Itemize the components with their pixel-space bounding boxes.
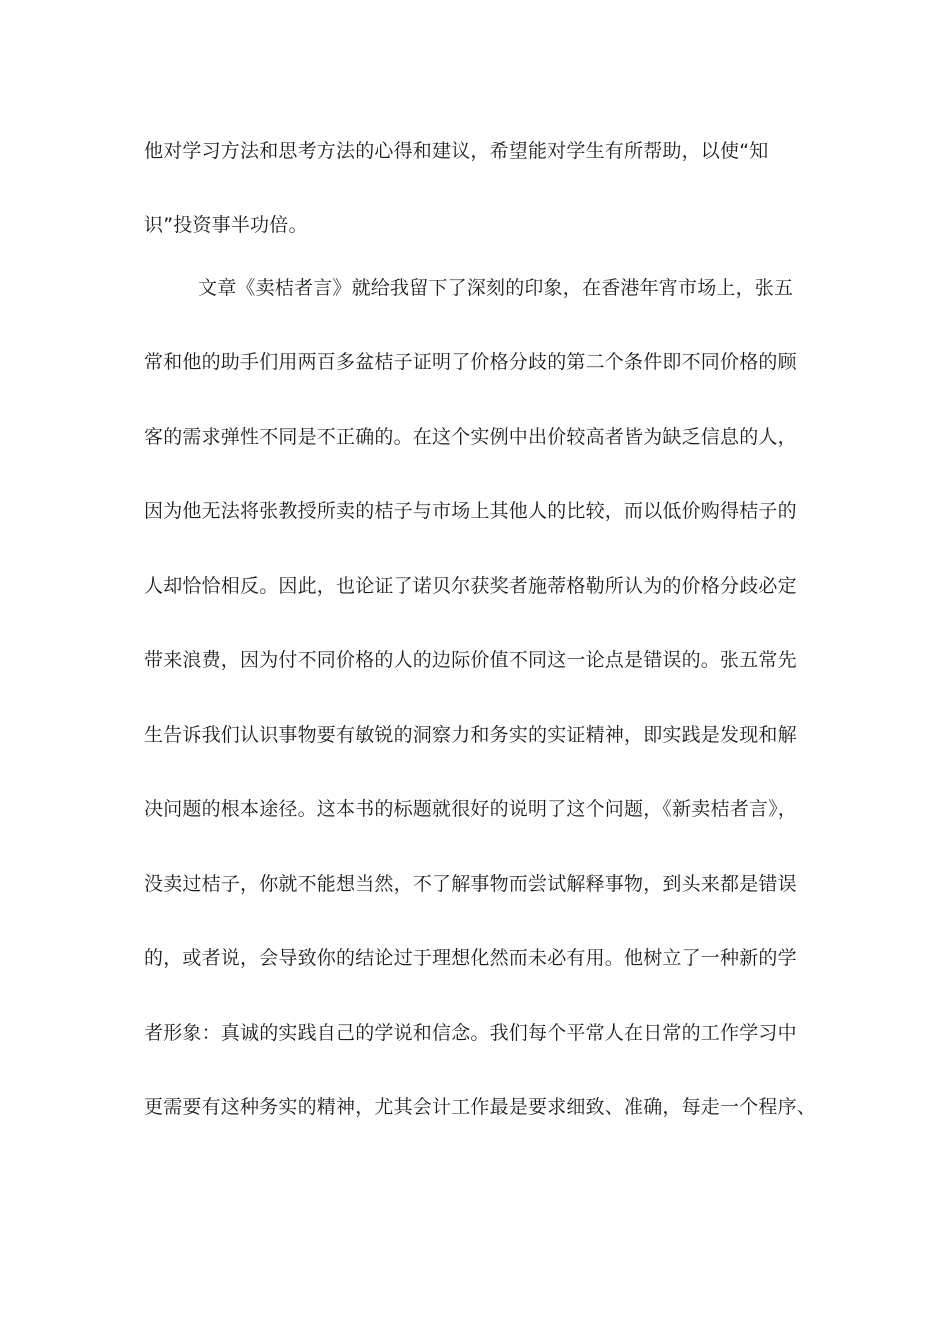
text-line-13: 者形象：真诚的实践自己的学说和信念。我们每个平常人在日常的工作学习中 (144, 1022, 797, 1044)
text-line-6: 因为他无法将张教授所卖的桔子与市场上其他人的比较，而以低价购得桔子的 (144, 500, 797, 522)
text-line-8: 带来浪费，因为付不同价格的人的边际价值不同这一论点是错误的。张五常先 (144, 649, 797, 671)
text-line-7: 人却恰恰相反。因此，也论证了诺贝尔获奖者施蒂格勒所认为的价格分歧必定 (144, 575, 797, 597)
text-line-11: 没卖过桔子，你就不能想当然，不了解事物而尝试解释事物，到头来都是错误 (144, 873, 797, 895)
text-line-9: 生告诉我们认识事物要有敏锐的洞察力和务实的实证精神，即实践是发现和解 (144, 724, 797, 746)
paragraph-start-line: 文章《卖桔者言》就给我留下了深刻的印象，在香港年宵市场上，张五 (198, 277, 794, 299)
text-line-12: 的，或者说，会导致你的结论过于理想化然而未必有用。他树立了一种新的学 (144, 947, 797, 969)
text-line-5: 客的需求弹性不同是不正确的。在这个实例中出价较高者皆为缺乏信息的人， (144, 426, 797, 448)
text-line-14: 更需要有这种务实的精神，尤其会计工作最是要求细致、准确，每走一个程序、 (144, 1096, 817, 1118)
text-line-2: 识”投资事半功倍。 (144, 214, 308, 236)
text-line-4: 常和他的助手们用两百多盆桔子证明了价格分歧的第二个条件即不同价格的顾 (144, 351, 797, 373)
text-line-10: 决问题的根本途径。这本书的标题就很好的说明了这个问题，《新卖桔者言》， (144, 798, 798, 820)
text-line-1: 他对学习方法和思考方法的心得和建议，希望能对学生有所帮助，以使“知 (144, 140, 769, 162)
